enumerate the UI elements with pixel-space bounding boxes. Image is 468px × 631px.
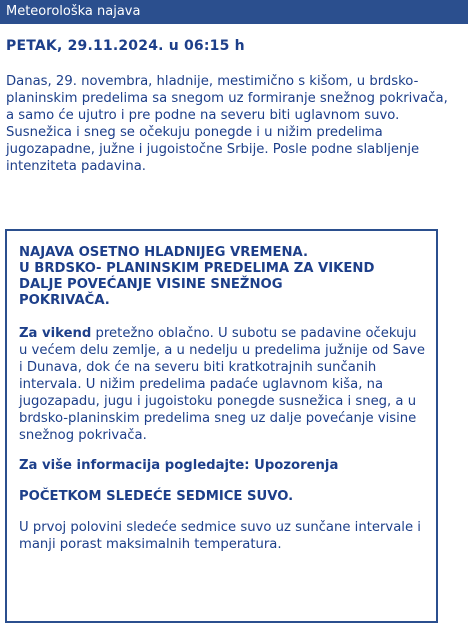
notice-title-line: POKRIVAČA. <box>19 293 110 308</box>
notice-title <box>19 245 426 309</box>
section-title: Meteorološka najava <box>6 4 141 19</box>
more-info-prefix: Za više informacija pogledajte: <box>19 458 255 473</box>
notice-title-line: DALJE POVEĆANJE VISINE SNEŽNOG <box>19 277 283 292</box>
intro-paragraph: Danas, 29. novembra, hladnije, mestimično s kišom, u brdsko-planinskim predelima sa snegom uz formiranje snežnog pokrivača, a samo će ujutro i pre podne na severu biti uglavnom suvo. Susnežica i sneg se očekuju ponegde i u nižim predelima jugozapadne, južne i jugoistočne Srbije. Posle podne slabljenje intenziteta padavina. <box>6 74 448 174</box>
notice-title-line: U BRDSKO- PLANINSKIM PREDELIMA ZA VIKEND <box>19 261 375 276</box>
weekend-label: Za vikend <box>19 326 92 341</box>
notice-box <box>5 229 438 623</box>
warnings-link[interactable]: Upozorenja <box>254 458 339 473</box>
weekend-text: pretežno oblačno. U subotu se padavine očekuju u većem delu zemlje, a u nedelju u predelima južnije od Save i Dunava, dok će na severu biti kratkotrajnih sunčanih intervala. U nižim predelima padaće uglavnom kiša, na jugozapadu, jugu i jugoistoku ponegde susnežica i sneg, a u brdsko-planinskim predelima sneg uz dalje povećanje visine snežnog pokrivača. <box>19 326 425 443</box>
more-info-line <box>19 458 426 473</box>
forecast-date: PETAK, 29.11.2024. u 06:15 h <box>6 38 245 54</box>
next-week-paragraph: U prvoj polovini sledeće sedmice suvo uz sunčane intervale i manji porast maksimalnih temperatura. <box>19 520 421 552</box>
next-week-title: POČETKOM SLEDEĆE SEDMICE SUVO. <box>19 489 294 504</box>
notice-title-line: NAJAVA OSETNO HLADNIJEG VREMENA. <box>19 245 308 260</box>
weekend-forecast-paragraph <box>19 325 426 444</box>
section-header <box>0 0 468 24</box>
